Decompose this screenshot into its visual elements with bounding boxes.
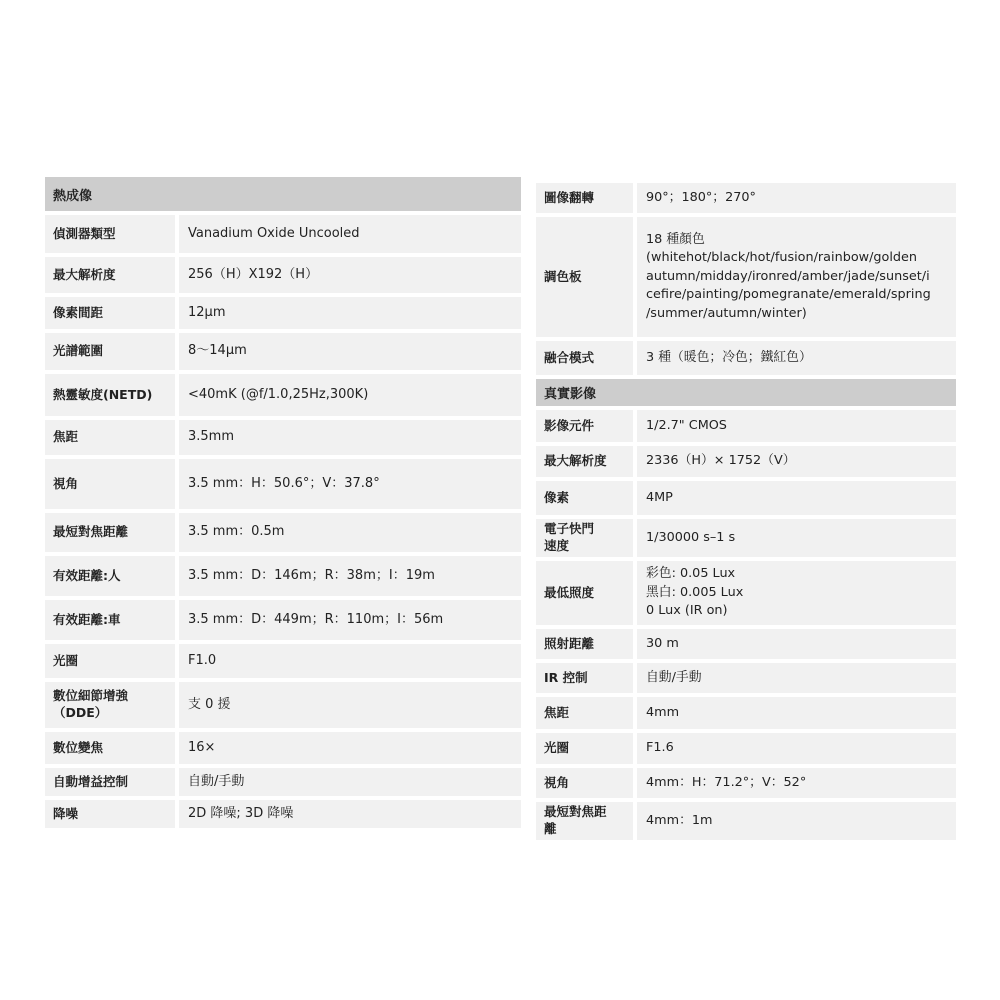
spec-row [536, 697, 956, 729]
spec-row [45, 420, 521, 455]
spec-value: 自動/手動 [179, 768, 521, 796]
spec-row [45, 600, 521, 640]
spec-row [536, 183, 956, 213]
spec-label: 最大解析度 [45, 257, 175, 293]
spec-label: 有效距離:人 [45, 556, 175, 596]
spec-value: 3.5 mm：D：449m；R：110m；I：56m [179, 600, 521, 640]
spec-value: 3 種（暖色；冷色；鐵紅色） [637, 341, 956, 375]
section-header-visible: 真實影像 [536, 379, 956, 406]
spec-label: 調色板 [536, 217, 633, 337]
spec-row [45, 459, 521, 509]
spec-label: 像素間距 [45, 297, 175, 329]
spec-value: 3.5 mm：H：50.6°；V：37.8° [179, 459, 521, 509]
spec-row [536, 217, 956, 337]
spec-label: 照射距離 [536, 629, 633, 659]
spec-value: 4mm：H：71.2°；V：52° [637, 768, 956, 798]
spec-row [45, 333, 521, 370]
spec-label: 光圈 [45, 644, 175, 678]
spec-row [45, 768, 521, 796]
spec-row [536, 481, 956, 515]
spec-row [536, 629, 956, 659]
section-header-thermal: 熱成像 [45, 177, 521, 211]
spec-value: F1.6 [637, 733, 956, 764]
spec-row [536, 341, 956, 375]
spec-label: 視角 [45, 459, 175, 509]
spec-row [536, 519, 956, 557]
spec-label: 最短對焦距離 [45, 513, 175, 552]
visible-spec-table [536, 183, 956, 844]
spec-label: 有效距離:車 [45, 600, 175, 640]
thermal-spec-table [45, 177, 521, 832]
spec-value: 自動/手動 [637, 663, 956, 693]
spec-label: 焦距 [45, 420, 175, 455]
spec-row [536, 802, 956, 840]
spec-value: 3.5 mm：0.5m [179, 513, 521, 552]
spec-label: 電子快門 速度 [536, 519, 633, 557]
spec-value: 1/30000 s–1 s [637, 519, 956, 557]
spec-label: 最大解析度 [536, 446, 633, 477]
spec-label: 數位變焦 [45, 732, 175, 764]
spec-value: 16× [179, 732, 521, 764]
spec-row [536, 561, 956, 625]
spec-value: 3.5 mm：D：146m；R：38m；I：19m [179, 556, 521, 596]
spec-row [45, 682, 521, 728]
spec-row [45, 800, 521, 828]
spec-row [45, 257, 521, 293]
spec-label: 焦距 [536, 697, 633, 729]
spec-label: 光譜範圍 [45, 333, 175, 370]
spec-label: 最低照度 [536, 561, 633, 625]
spec-row [536, 733, 956, 764]
spec-row [536, 768, 956, 798]
spec-value: 12μm [179, 297, 521, 329]
spec-value: 256（H）X192（H） [179, 257, 521, 293]
spec-value: 4mm [637, 697, 956, 729]
spec-row [45, 297, 521, 329]
spec-value: 8～14μm [179, 333, 521, 370]
spec-row [45, 556, 521, 596]
spec-row [45, 513, 521, 552]
spec-value: 90°；180°；270° [637, 183, 956, 213]
spec-row [536, 410, 956, 442]
spec-value: 4mm：1m [637, 802, 956, 840]
spec-value: 1/2.7" CMOS [637, 410, 956, 442]
spec-value: F1.0 [179, 644, 521, 678]
spec-value: 30 m [637, 629, 956, 659]
spec-row [45, 732, 521, 764]
spec-row [45, 215, 521, 253]
spec-label: 熱靈敏度(NETD) [45, 374, 175, 416]
spec-label: 最短對焦距 離 [536, 802, 633, 840]
spec-row [45, 644, 521, 678]
spec-label: 像素 [536, 481, 633, 515]
spec-value: 3.5mm [179, 420, 521, 455]
spec-label: 融合模式 [536, 341, 633, 375]
spec-value: 彩色: 0.05 Lux 黑白: 0.005 Lux 0 Lux (IR on) [637, 561, 956, 625]
spec-label: 自動增益控制 [45, 768, 175, 796]
spec-value: 18 種顏色 (whitehot/black/hot/fusion/rainbow/golden autumn/midday/ironred/amber/jade/sunset/i cefire/painting/pomegranate/emerald/spring /summer/autumn/winter) [637, 217, 956, 337]
spec-label: 視角 [536, 768, 633, 798]
spec-value: 2D 降噪; 3D 降噪 [179, 800, 521, 828]
spec-value: <40mK (@f/1.0,25Hz,300K) [179, 374, 521, 416]
spec-label: 數位細節增強 （DDE） [45, 682, 175, 728]
spec-label: IR 控制 [536, 663, 633, 693]
spec-label: 光圈 [536, 733, 633, 764]
spec-label: 降噪 [45, 800, 175, 828]
spec-row [536, 446, 956, 477]
spec-row [536, 663, 956, 693]
spec-value: 4MP [637, 481, 956, 515]
spec-label: 偵測器類型 [45, 215, 175, 253]
spec-value: Vanadium Oxide Uncooled [179, 215, 521, 253]
spec-label: 圖像翻轉 [536, 183, 633, 213]
spec-label: 影像元件 [536, 410, 633, 442]
spec-value: 2336（H）× 1752（V） [637, 446, 956, 477]
spec-value: 支 0 援 [179, 682, 521, 728]
spec-row [45, 374, 521, 416]
